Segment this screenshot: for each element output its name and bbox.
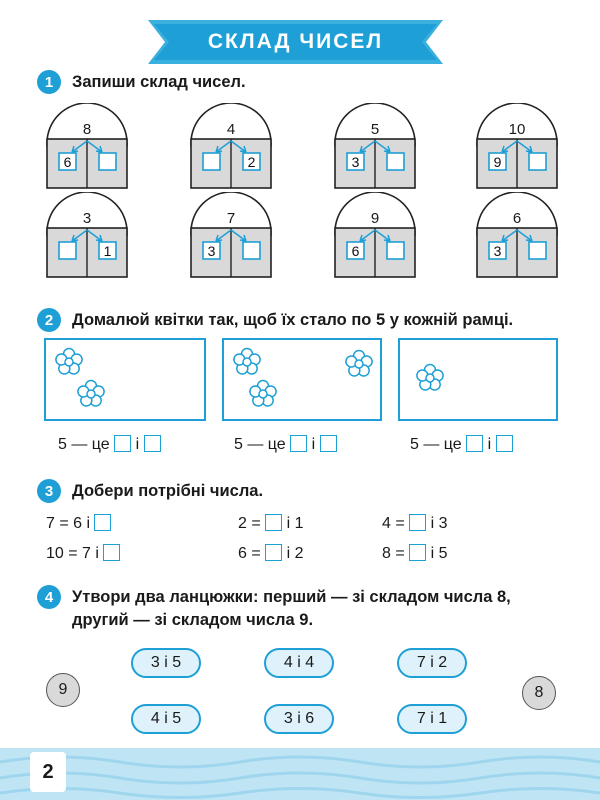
frame-equation bbox=[58, 435, 161, 455]
answer-box[interactable] bbox=[496, 435, 513, 452]
number-house bbox=[188, 192, 280, 284]
house-top-number: 4 bbox=[226, 121, 236, 138]
answer-box[interactable] bbox=[466, 435, 483, 452]
equation-text: 4 = bbox=[382, 515, 405, 532]
house-shape bbox=[474, 103, 566, 195]
house-left-number: 3 bbox=[207, 243, 216, 259]
equation-conj: і bbox=[311, 436, 316, 453]
house-right-number: 2 bbox=[247, 154, 256, 170]
house-top-number: 10 bbox=[508, 121, 526, 138]
flower-frame bbox=[222, 338, 382, 421]
flower-icons bbox=[398, 338, 558, 421]
house-top-number: 6 bbox=[512, 210, 522, 227]
house-top-number: 8 bbox=[82, 121, 92, 138]
task3-equation bbox=[382, 514, 448, 534]
equation-suffix: і 1 bbox=[286, 515, 304, 532]
house-right-number bbox=[100, 154, 115, 170]
answer-box[interactable] bbox=[114, 435, 131, 452]
house-left-number bbox=[204, 154, 219, 170]
number-house bbox=[474, 103, 566, 195]
task3-equation bbox=[46, 544, 120, 564]
equation-text: 10 = 7 і bbox=[46, 545, 99, 562]
page-number: 2 bbox=[30, 752, 66, 792]
equation-text: 5 — це bbox=[58, 436, 110, 453]
answer-box[interactable] bbox=[144, 435, 161, 452]
house-shape bbox=[44, 103, 136, 195]
task-title-4-line1: Утвори два ланцюжки: перший — зі складом числа 8, bbox=[72, 588, 511, 606]
chain-pill[interactable]: 7 і 1 bbox=[397, 704, 467, 734]
answer-box[interactable] bbox=[103, 544, 120, 561]
chain-end-circle: 8 bbox=[522, 676, 556, 710]
task-title-3: Добери потрібні числа. bbox=[72, 482, 264, 500]
house-right-number bbox=[388, 243, 403, 259]
chain-start-circle: 9 bbox=[46, 673, 80, 707]
frame-equation bbox=[410, 435, 513, 455]
answer-box[interactable] bbox=[265, 544, 282, 561]
footer-band bbox=[0, 748, 600, 800]
task-title-1: Запиши склад чисел. bbox=[72, 73, 246, 91]
equation-text: 7 = 6 і bbox=[46, 515, 91, 532]
answer-box[interactable] bbox=[320, 435, 337, 452]
flower-frame bbox=[44, 338, 206, 421]
house-left-number: 3 bbox=[493, 243, 502, 259]
number-house bbox=[188, 103, 280, 195]
house-left-number: 3 bbox=[351, 154, 360, 170]
equation-conj: і bbox=[487, 436, 492, 453]
answer-box[interactable] bbox=[94, 514, 111, 531]
equation-text: 5 — це bbox=[234, 436, 286, 453]
answer-box[interactable] bbox=[409, 514, 426, 531]
equation-conj: і bbox=[135, 436, 140, 453]
chain-pill[interactable]: 3 і 5 bbox=[131, 648, 201, 678]
number-house bbox=[474, 192, 566, 284]
house-top-number: 7 bbox=[226, 210, 236, 227]
task-number-2: 2 bbox=[37, 308, 61, 332]
task3-equation bbox=[46, 514, 111, 534]
answer-box[interactable] bbox=[265, 514, 282, 531]
task-number-1: 1 bbox=[37, 70, 61, 94]
house-shape bbox=[188, 192, 280, 284]
number-house bbox=[332, 192, 424, 284]
house-right-number bbox=[530, 154, 545, 170]
frame-equation bbox=[234, 435, 337, 455]
answer-box[interactable] bbox=[409, 544, 426, 561]
house-shape bbox=[188, 103, 280, 195]
house-right-number: 1 bbox=[103, 243, 112, 259]
task3-equation bbox=[238, 544, 304, 564]
answer-box[interactable] bbox=[290, 435, 307, 452]
task3-equation bbox=[382, 544, 448, 564]
task-number-4: 4 bbox=[37, 585, 61, 609]
chain-pill[interactable]: 4 і 4 bbox=[264, 648, 334, 678]
flower-icons bbox=[44, 338, 206, 421]
house-top-number: 5 bbox=[370, 121, 380, 138]
house-shape bbox=[332, 192, 424, 284]
task-title-2: Домалюй квітки так, щоб їх стало по 5 у кожній рамці. bbox=[72, 311, 514, 329]
flower-frame bbox=[398, 338, 558, 421]
task-number-3: 3 bbox=[37, 479, 61, 503]
house-left-number: 6 bbox=[63, 154, 72, 170]
task-title-4-line2: другий — зі складом числа 9. bbox=[72, 611, 314, 629]
number-house bbox=[332, 103, 424, 195]
house-left-number bbox=[60, 243, 75, 259]
house-right-number bbox=[530, 243, 545, 259]
equation-text: 2 = bbox=[238, 515, 261, 532]
house-left-number: 6 bbox=[351, 243, 360, 259]
chain-pill[interactable]: 4 і 5 bbox=[131, 704, 201, 734]
equation-suffix: і 2 bbox=[286, 545, 304, 562]
number-house bbox=[44, 192, 136, 284]
equation-suffix: і 3 bbox=[430, 515, 448, 532]
house-right-number bbox=[388, 154, 403, 170]
house-shape bbox=[474, 192, 566, 284]
house-shape bbox=[332, 103, 424, 195]
house-left-number: 9 bbox=[493, 154, 502, 170]
equation-text: 6 = bbox=[238, 545, 261, 562]
task3-equation bbox=[238, 514, 304, 534]
number-house bbox=[44, 103, 136, 195]
equation-text: 8 = bbox=[382, 545, 405, 562]
equation-text: 5 — це bbox=[410, 436, 462, 453]
equation-suffix: і 5 bbox=[430, 545, 448, 562]
house-right-number bbox=[244, 243, 259, 259]
chain-pill[interactable]: 7 і 2 bbox=[397, 648, 467, 678]
flower-icons bbox=[222, 338, 382, 421]
chain-pill[interactable]: 3 і 6 bbox=[264, 704, 334, 734]
house-top-number: 3 bbox=[82, 210, 92, 227]
page-title: СКЛАД ЧИСЕЛ bbox=[207, 30, 384, 53]
house-shape bbox=[44, 192, 136, 284]
house-top-number: 9 bbox=[370, 210, 380, 227]
